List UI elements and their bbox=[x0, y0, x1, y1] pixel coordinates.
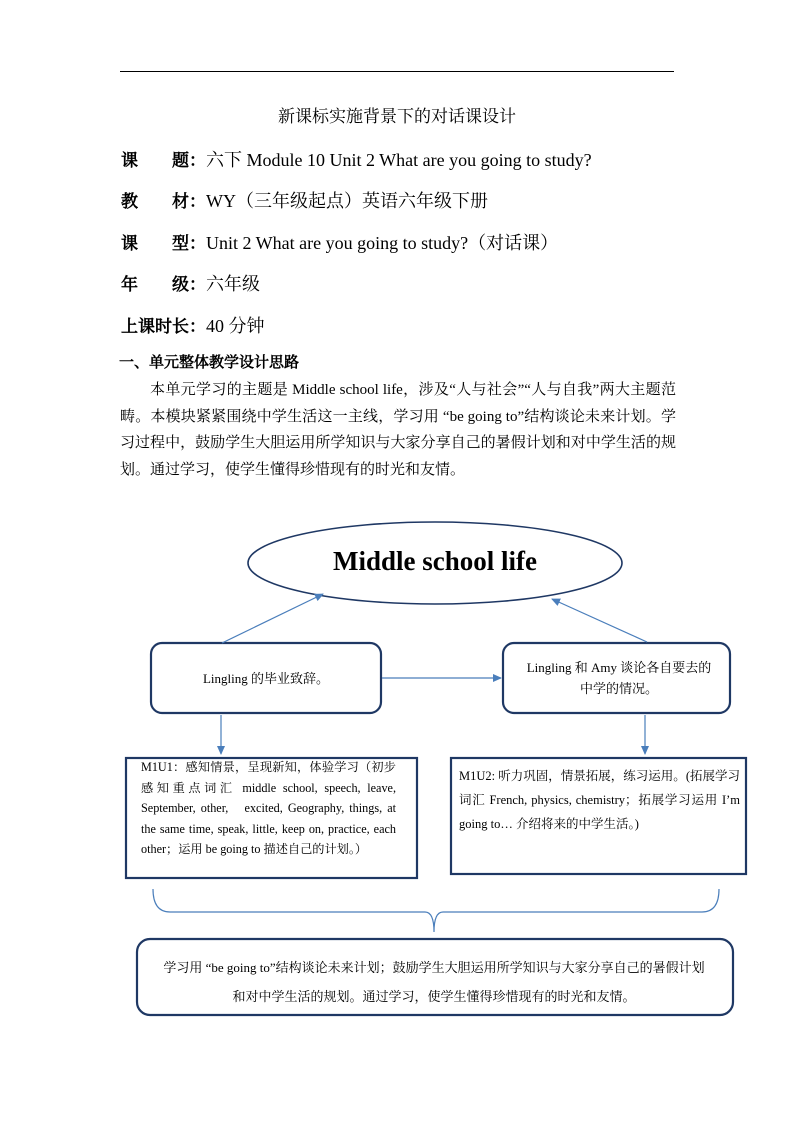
left-box-text: Lingling 的毕业致辞。 bbox=[202, 671, 330, 686]
section-heading: 一、单元整体教学设计思路 bbox=[119, 353, 300, 371]
bottom-brace bbox=[153, 889, 719, 932]
info-value: WY（三年级起点）英语六年级下册 bbox=[206, 191, 488, 211]
info-label: 上课时长： bbox=[121, 317, 206, 337]
left-detail-text: M1U1：感知情景，呈现新知，体验学习（初步感知重点词汇 middle school, speech, leave, September, other, excited, Geography, things, at the same time, speak, little, keep on, practice, each other；运用 be going to 描述自己的计划。） bbox=[141, 760, 396, 857]
info-label: 课 型： bbox=[121, 234, 206, 254]
document-title: 新课标实施背景下的对话课设计 bbox=[278, 107, 516, 126]
info-value: 六下 Module 10 Unit 2 What are you going to study? bbox=[206, 150, 592, 170]
right-detail-text: M1U2: 听力巩固，情景拓展，练习运用。(拓展学习词汇 French, physics, chemistry；拓展学习运用 I’m going to… 介绍将来的中学生活。) bbox=[459, 769, 740, 831]
info-label: 课 题： bbox=[121, 151, 206, 171]
arrow-left-to-topic bbox=[222, 594, 323, 643]
info-label: 年 级： bbox=[121, 275, 206, 295]
info-label: 教 材： bbox=[121, 192, 206, 212]
info-value: 40 分钟 bbox=[206, 316, 265, 336]
info-value: Unit 2 What are you going to study?（对话课） bbox=[206, 233, 559, 253]
info-value: 六年级 bbox=[206, 274, 260, 294]
arrow-right-to-topic bbox=[552, 599, 647, 642]
intro-paragraph: 本单元学习的主题是 Middle school life，涉及“人与社会”“人与自我”两大主题范畴。本模块紧紧围绕中学生活这一主线，学习用 “be going to”结构谈论未来计划。学习过程中，鼓励学生大胆运用所学知识与大家分享自己的暑假计划和对中学生活的规划。通过学习，使学生懂得珍惜现有的时光和友情。 bbox=[120, 382, 676, 479]
right-box-text: Lingling 和 Amy 谈论各自要去的中学的情况。 bbox=[526, 660, 712, 696]
central-topic-label: Middle school life bbox=[333, 546, 537, 576]
summary-text: 学习用 “be going to”结构谈论未来计划；鼓励学生大胆运用所学知识与大家分享自己的暑假计划和对中学生活的规划。通过学习，使学生懂得珍惜现有的时光和友情。 bbox=[163, 960, 705, 1004]
